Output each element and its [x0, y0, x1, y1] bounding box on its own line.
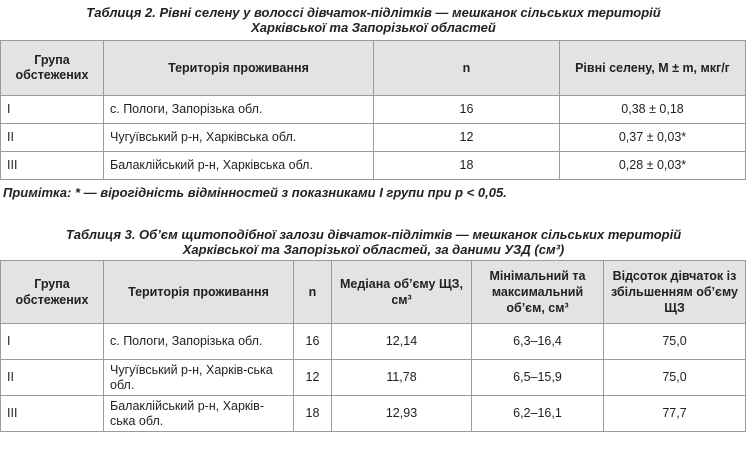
cell-territory: Чугуївський р-н, Харків-ська обл.	[104, 360, 294, 396]
table-row	[1, 124, 746, 152]
selenium-levels-table	[0, 40, 746, 180]
cell-territory: Чугуївський р-н, Харківська обл.	[104, 124, 374, 152]
cell-minmax: 6,3–16,4	[472, 324, 604, 360]
table-row	[1, 96, 746, 124]
cell-percent: 75,0	[604, 360, 746, 396]
header-group: Група обстежених	[1, 41, 104, 96]
cell-n: 12	[374, 124, 560, 152]
cell-value: 0,28 ± 0,03*	[560, 152, 746, 180]
cell-group: III	[1, 152, 104, 180]
table3-caption	[0, 227, 747, 257]
table2-caption	[0, 5, 747, 35]
table-header-row	[1, 261, 746, 324]
cell-group: II	[1, 360, 104, 396]
cell-value: 0,37 ± 0,03*	[560, 124, 746, 152]
cell-group: II	[1, 124, 104, 152]
cell-n: 18	[374, 152, 560, 180]
cell-minmax: 6,5–15,9	[472, 360, 604, 396]
table-row	[1, 152, 746, 180]
table2-caption-line1: Таблиця 2. Рівні селену у волоссі дівчаток-підлітків — мешканок сільських територій	[86, 5, 661, 20]
header-percent-enlarged: Відсоток дівчаток із збільшенням об’єму ЩЗ	[604, 261, 746, 324]
cell-value: 0,38 ± 0,18	[560, 96, 746, 124]
cell-median: 12,93	[332, 396, 472, 432]
cell-territory: Балаклійський р-н, Харків-ська обл.	[104, 396, 294, 432]
cell-group: I	[1, 324, 104, 360]
cell-n: 18	[294, 396, 332, 432]
table-row	[1, 360, 746, 396]
cell-territory: с. Пологи, Запорізька обл.	[104, 324, 294, 360]
table3-caption-line2: Харківської та Запорізької областей, за даними УЗД (см³)	[182, 242, 565, 257]
header-territory: Територія проживання	[104, 41, 374, 96]
cell-group: I	[1, 96, 104, 124]
cell-median: 12,14	[332, 324, 472, 360]
cell-territory: с. Пологи, Запорізька обл.	[104, 96, 374, 124]
cell-n: 16	[374, 96, 560, 124]
table3-caption-line1: Таблиця 3. Об’єм щитоподібної залози дівчаток-підлітків — мешканок сільських територій	[65, 227, 682, 242]
table-row	[1, 324, 746, 360]
table-row	[1, 396, 746, 432]
header-group: Група обстежених	[1, 261, 104, 324]
cell-median: 11,78	[332, 360, 472, 396]
table2-caption-line2: Харківської та Запорізької областей	[251, 20, 496, 35]
header-n: n	[374, 41, 560, 96]
cell-group: III	[1, 396, 104, 432]
thyroid-volume-table	[0, 260, 746, 432]
cell-n: 12	[294, 360, 332, 396]
header-selenium-level: Рівні селену, M ± m, мкг/г	[560, 41, 746, 96]
header-min-max-volume: Мінімальний та максимальний об’єм, см³	[472, 261, 604, 324]
header-territory: Територія проживання	[104, 261, 294, 324]
cell-minmax: 6,2–16,1	[472, 396, 604, 432]
header-median-volume: Медіана об’єму ЩЗ, см³	[332, 261, 472, 324]
cell-percent: 77,7	[604, 396, 746, 432]
cell-n: 16	[294, 324, 332, 360]
header-n: n	[294, 261, 332, 324]
table2-note: Примітка: * — вірогідність відмінностей з показниками I групи при р < 0,05.	[3, 185, 507, 200]
cell-percent: 75,0	[604, 324, 746, 360]
cell-territory: Балаклійський р-н, Харківська обл.	[104, 152, 374, 180]
table-header-row	[1, 41, 746, 96]
